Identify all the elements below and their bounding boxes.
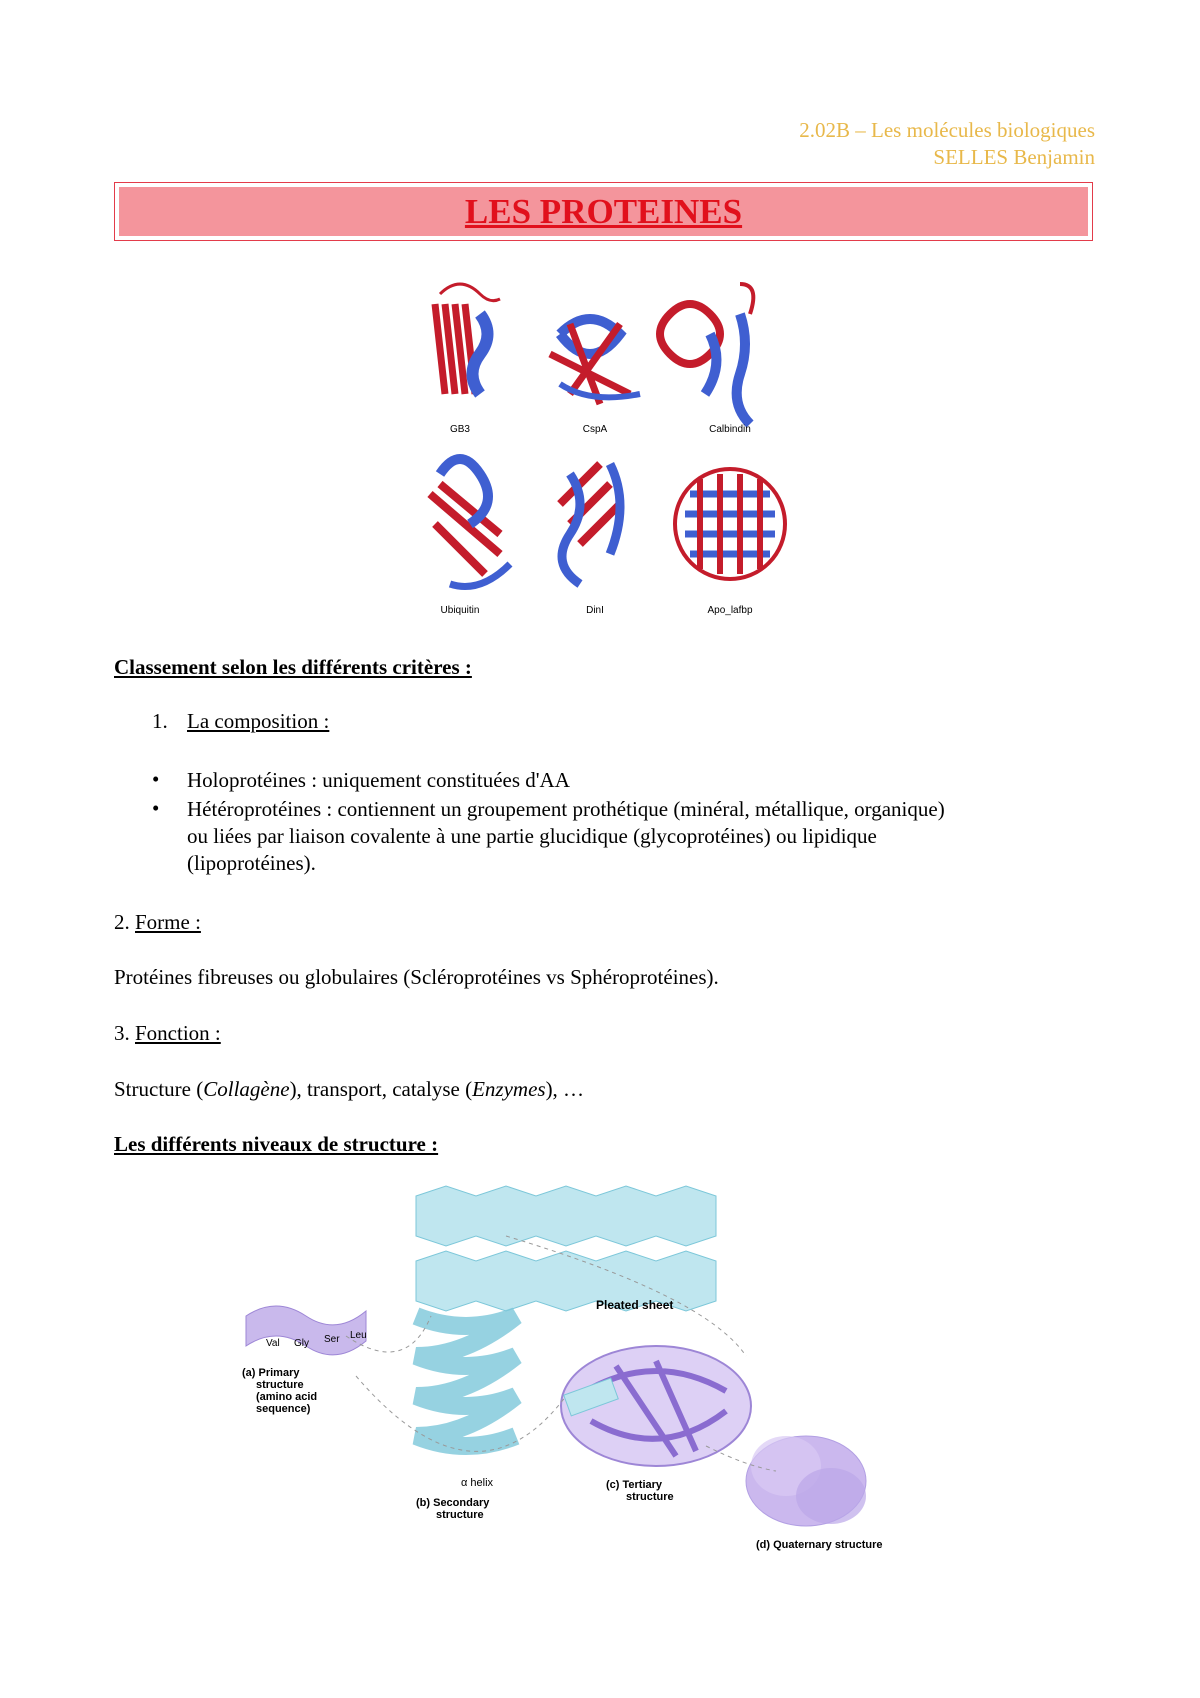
document-header bbox=[799, 117, 1095, 171]
label-primary-3: (amino acid bbox=[256, 1391, 318, 1403]
tertiary-structure-diagram bbox=[561, 1346, 751, 1466]
item-composition: La composition : bbox=[187, 709, 330, 733]
label-pleated-sheet: Pleated sheet bbox=[596, 1298, 674, 1312]
pleated-sheet-diagram bbox=[416, 1186, 716, 1311]
seq-gly: Gly bbox=[294, 1338, 309, 1349]
bullet-icon: • bbox=[152, 767, 160, 791]
label-calbindin: Calbindin bbox=[709, 424, 751, 435]
label-gb3: GB3 bbox=[449, 424, 471, 435]
seq-leu: Leu bbox=[350, 1330, 367, 1341]
ubiquitin-ribbon bbox=[430, 459, 510, 587]
label-tertiary-1: (c) Tertiary bbox=[606, 1479, 663, 1491]
list-item-holoproteines: Holoprotéines : uniquement constituées d'AA bbox=[187, 768, 570, 792]
label-secondary-2: structure bbox=[436, 1509, 484, 1521]
apo-lafbp-ribbon bbox=[675, 469, 785, 579]
alpha-helix-diagram bbox=[416, 1316, 516, 1446]
protein-structures-figure bbox=[420, 274, 800, 624]
label-primary-2: structure bbox=[256, 1379, 304, 1391]
bullet-icon: • bbox=[152, 796, 160, 820]
seq-ser: Ser bbox=[324, 1334, 340, 1345]
dini-ribbon bbox=[560, 464, 620, 584]
seq-val: Val bbox=[266, 1338, 280, 1349]
label-ubiquitin: Ubiquitin bbox=[440, 605, 480, 616]
list-item-heteroproteines-end: (lipoprotéines). bbox=[187, 851, 316, 875]
forme-text: Protéines fibreuses ou globulaires (Scléroprotéines vs Sphéroprotéines). bbox=[114, 965, 719, 989]
fonction-text: Structure (Collagène), transport, catalyse (Enzymes), … bbox=[114, 1077, 585, 1101]
cspa-ribbon bbox=[550, 319, 640, 404]
page-title: LES PROTEINES bbox=[464, 191, 743, 231]
label-alpha-helix: α helix bbox=[461, 1477, 494, 1489]
label-dini: DinI bbox=[586, 605, 604, 616]
protein-structure-levels-figure bbox=[236, 1176, 936, 1576]
course-label: 2.02B – Les molécules biologiques bbox=[799, 118, 1095, 142]
label-apo-lafbp: Apo_lafbp bbox=[707, 605, 753, 616]
label-tertiary-2: structure bbox=[626, 1491, 674, 1503]
item-forme: 2. Forme : bbox=[114, 910, 201, 934]
author-name: SELLES Benjamin bbox=[933, 145, 1095, 169]
gb3-ribbon bbox=[435, 284, 500, 394]
label-primary-4: sequence) bbox=[256, 1403, 311, 1415]
label-quaternary: (d) Quaternary structure bbox=[756, 1539, 883, 1551]
list-item-heteroproteines-cont: ou liées par liaison covalente à une partie glucidique (glycoprotéines) ou lipidique bbox=[187, 824, 877, 848]
calbindin-ribbon bbox=[660, 284, 753, 424]
label-secondary-1: (b) Secondary bbox=[416, 1497, 490, 1509]
title-box bbox=[114, 182, 1093, 241]
section-heading-classement: Classement selon les différents critères : bbox=[114, 655, 472, 679]
list-number-1: 1. bbox=[152, 709, 168, 733]
label-primary-1: (a) Primary bbox=[242, 1367, 300, 1379]
list-item-heteroproteines: Hétéroprotéines : contiennent un groupement prothétique (minéral, métallique, organique) bbox=[187, 797, 945, 821]
quaternary-structure-diagram bbox=[746, 1436, 866, 1526]
label-cspa: CspA bbox=[582, 424, 608, 435]
section-heading-structure: Les différents niveaux de structure : bbox=[114, 1132, 439, 1156]
item-fonction: 3. Fonction : bbox=[114, 1021, 221, 1045]
